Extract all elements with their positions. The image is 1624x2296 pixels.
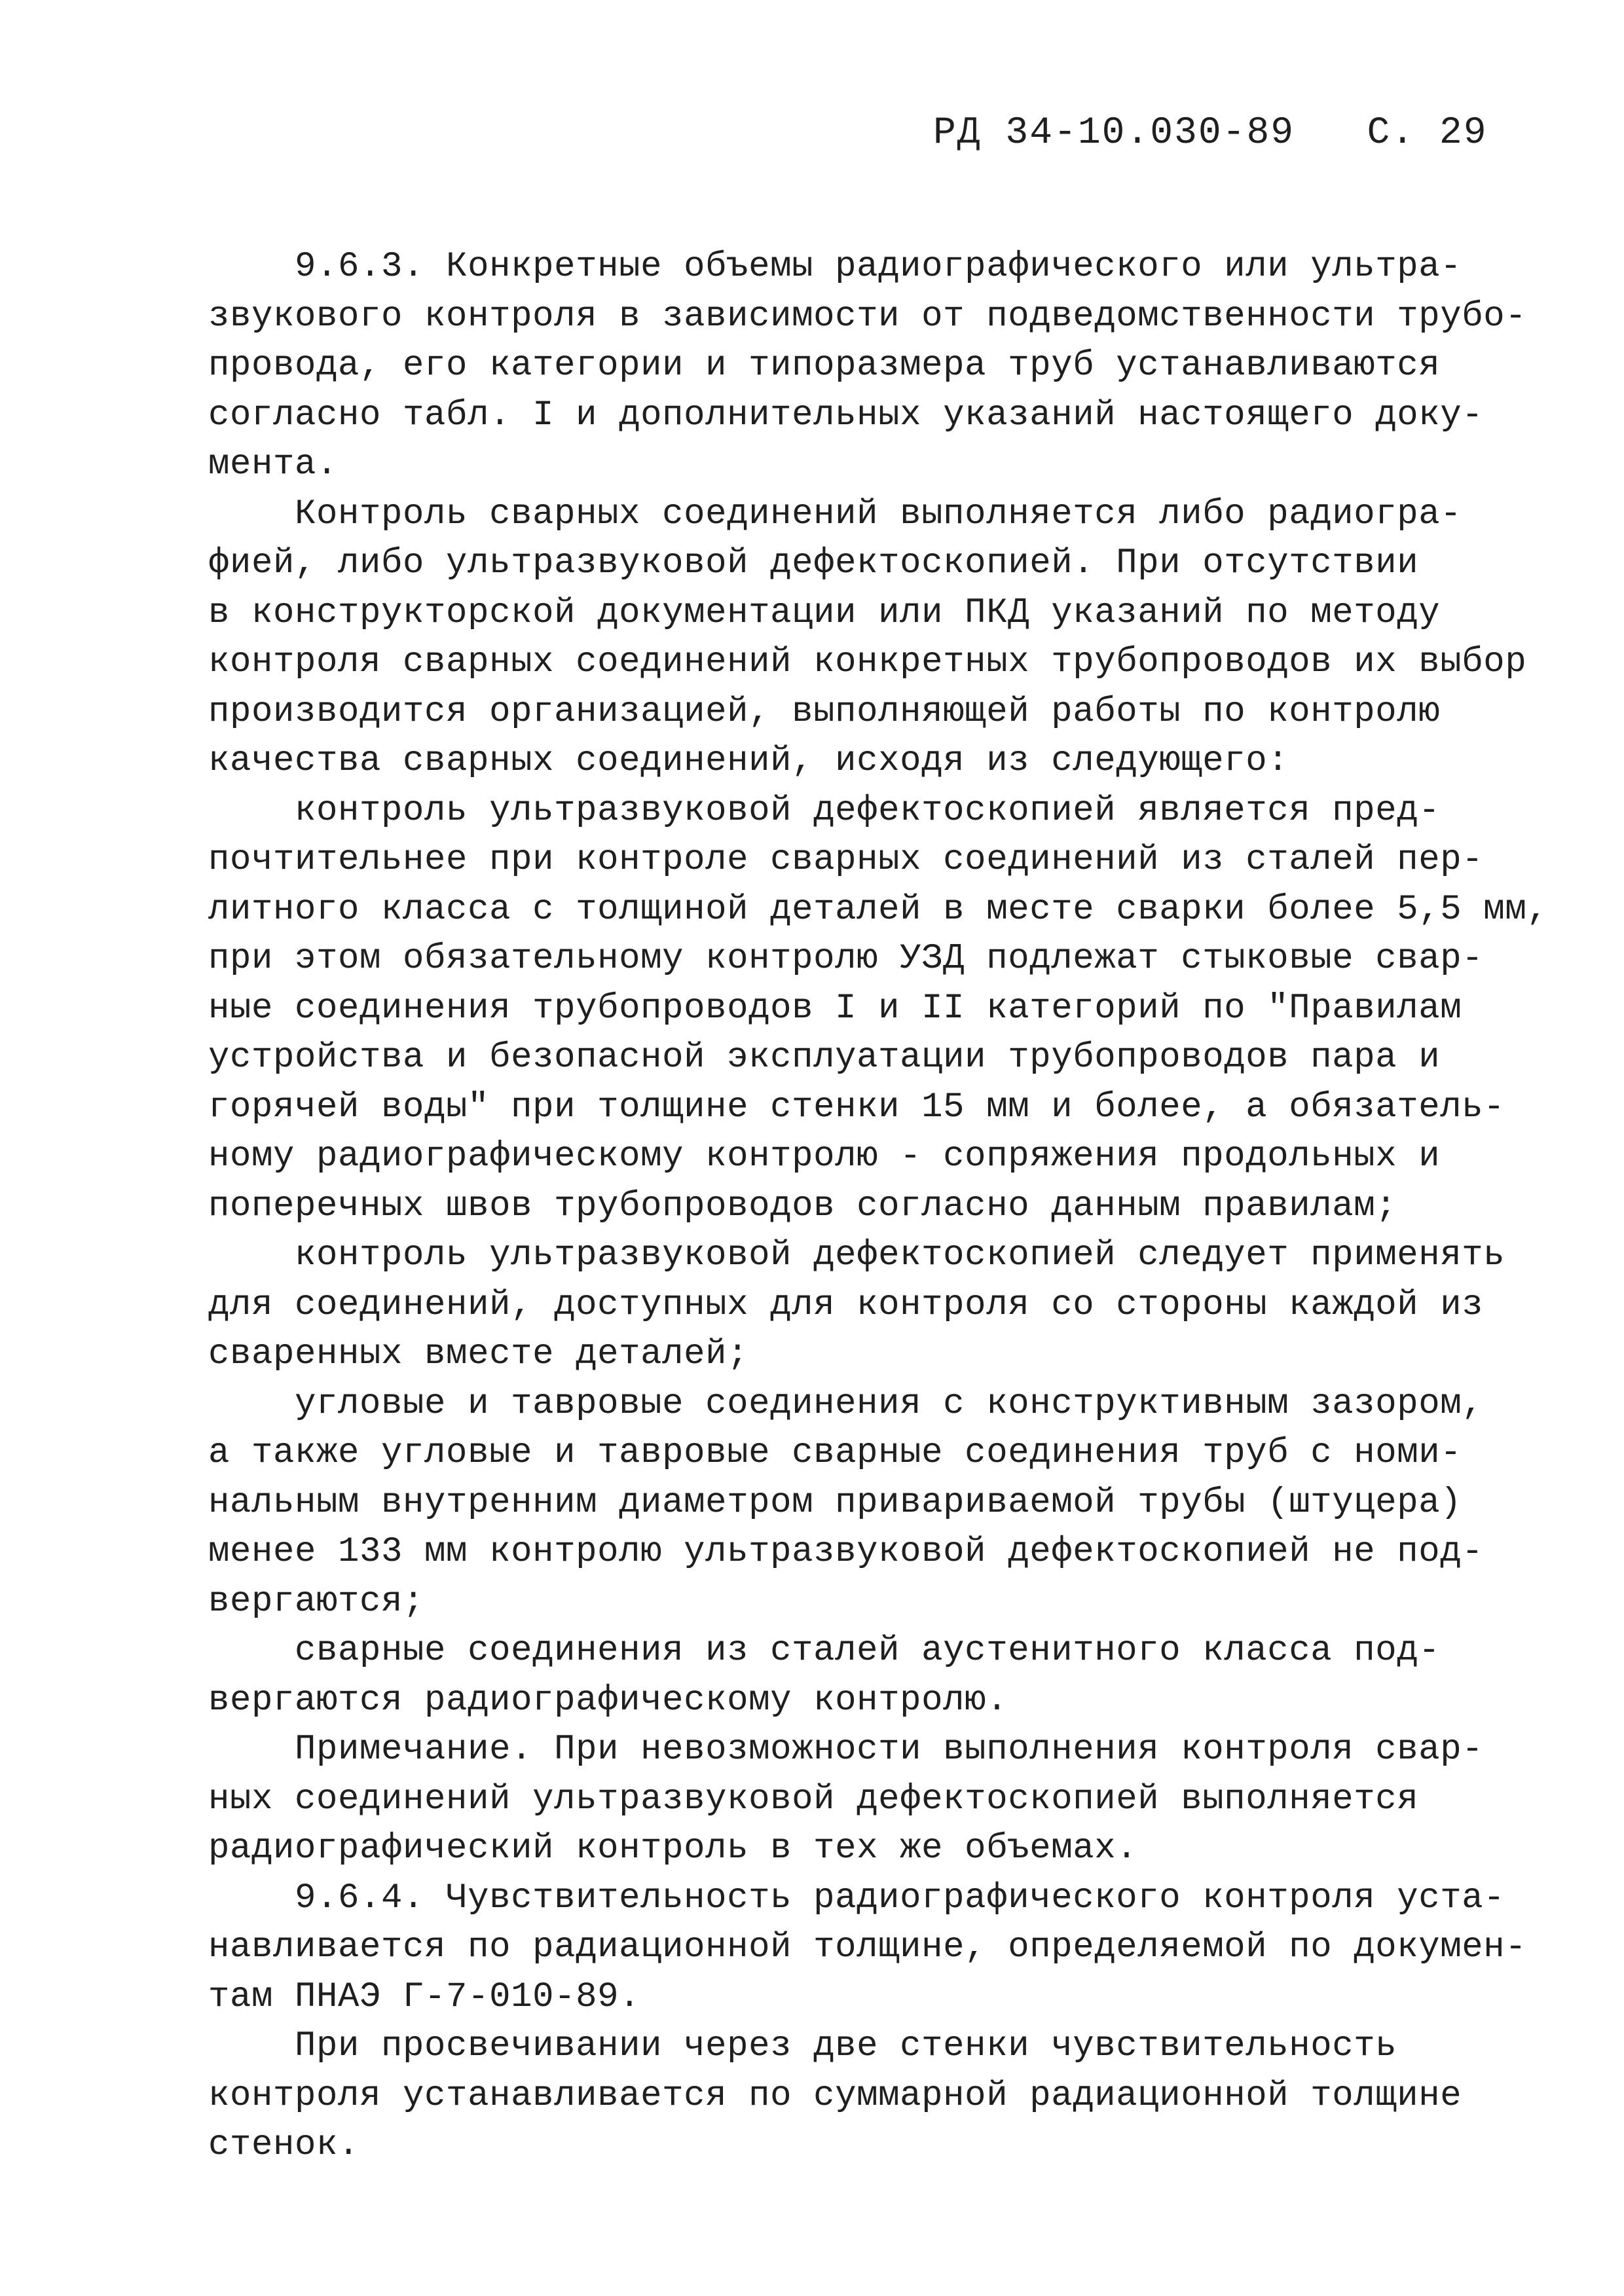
text-line: При просвечивании через две стенки чувствительность xyxy=(208,2026,1397,2066)
text-line: нальным внутренним диаметром привариваемой трубы (штуцера) xyxy=(208,1482,1462,1523)
document-code: РД 34-10.030-89 xyxy=(933,112,1295,155)
text-line: ному радиографическому контролю - сопряжения продольных и xyxy=(208,1137,1441,1176)
text-line: радиографический контроль в тех же объемах. xyxy=(208,1829,1138,1868)
text-line: сварные соединения из сталей аустенитного класса под- xyxy=(208,1631,1441,1671)
text-line: навливается по радиационной толщине, определяемой по докумен- xyxy=(208,1927,1527,1967)
text-line: ные соединения трубопроводов I и II категорий по "Правилам xyxy=(208,988,1462,1029)
text-line: при этом обязательному контролю УЗД подлежат стыковые свар- xyxy=(208,939,1484,979)
page-number: С. 29 xyxy=(1367,112,1488,155)
text-line: а также угловые и тавровые сварные соединения труб с номи- xyxy=(208,1433,1462,1473)
text-line: горячей воды" при толщине стенки 15 мм и более, а обязатель- xyxy=(208,1087,1505,1127)
text-line: угловые и тавровые соединения с конструктивным зазором, xyxy=(208,1383,1484,1424)
text-line: звукового контроля в зависимости от подведомственности трубо- xyxy=(208,296,1527,337)
text-line: стенок. xyxy=(208,2125,360,2165)
text-line: контроль ультразвуковой дефектоскопией следует применять xyxy=(208,1235,1505,1275)
text-line: производится организацией, выполняющей работы по контролю xyxy=(208,691,1441,732)
text-line: согласно табл. I и дополнительных указаний настоящего доку- xyxy=(208,395,1484,435)
text-line: для соединений, доступных для контроля со стороны каждой из xyxy=(208,1285,1484,1325)
text-line: качества сварных соединений, исходя из следующего: xyxy=(208,741,1289,781)
text-line: ных соединений ультразвуковой дефектоскопией выполняется xyxy=(208,1779,1419,1819)
text-line: сваренных вместе деталей; xyxy=(208,1334,749,1374)
text-line: фией, либо ультразвуковой дефектоскопией. При отсутствии xyxy=(208,543,1419,583)
text-line: почтительнее при контроле сварных соединений из сталей пер- xyxy=(208,840,1484,880)
text-line: вергаются радиографическому контролю. xyxy=(208,1680,1008,1721)
text-line: 9.6.4. Чувствительность радиографического контроля уста- xyxy=(208,1878,1505,1918)
text-line: вергаются; xyxy=(208,1581,425,1622)
text-line: провода, его категории и типоразмера труб устанавливаются xyxy=(208,346,1441,386)
text-line: мента. xyxy=(208,445,339,484)
text-line: там ПНАЭ Г-7-010-89. xyxy=(208,1977,641,2017)
text-line: устройства и безопасной эксплуатации трубопроводов пара и xyxy=(208,1038,1441,1078)
text-line: контроля устанавливается по суммарной радиационной толщине xyxy=(208,2075,1462,2116)
text-line: менее 133 мм контролю ультразвуковой дефектоскопией не под- xyxy=(208,1532,1484,1572)
text-line: контроль ультразвуковой дефектоскопией является пред- xyxy=(208,790,1441,831)
text-line: контроля сварных соединений конкретных трубопроводов их выбор xyxy=(208,642,1527,682)
text-line: 9.6.3. Конкретные объемы радиографического или ультра- xyxy=(208,247,1462,287)
text-line: литного класса с толщиной деталей в месте сварки более 5,5 мм, xyxy=(208,889,1549,930)
page-header xyxy=(933,112,1488,155)
text-line: поперечных швов трубопроводов согласно данным правилам; xyxy=(208,1186,1397,1226)
document-body xyxy=(208,242,1549,2170)
text-line: Контроль сварных соединений выполняется либо радиогра- xyxy=(208,494,1462,534)
text-line: в конструкторской документации или ПКД указаний по методу xyxy=(208,592,1441,633)
text-line: Примечание. При невозможности выполнения контроля свар- xyxy=(208,1730,1484,1770)
